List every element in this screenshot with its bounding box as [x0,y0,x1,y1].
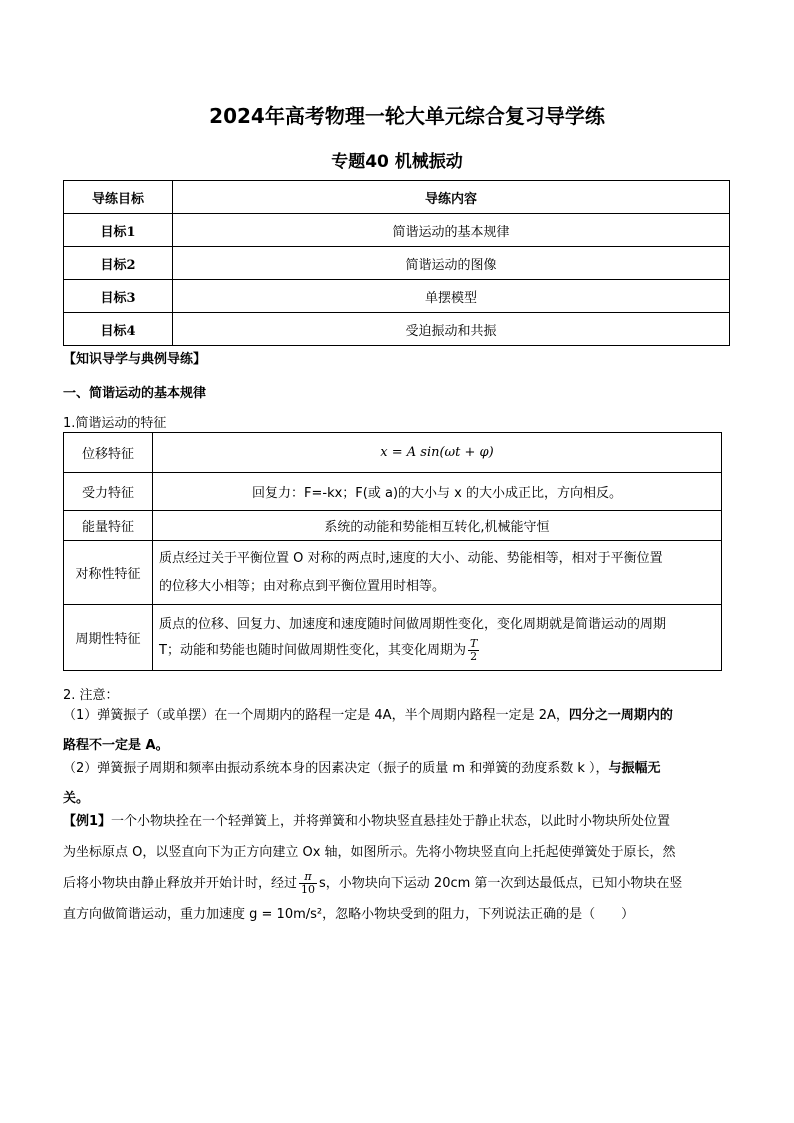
fraction-denominator: 2 [470,649,478,663]
goal-table-header-row [64,181,730,214]
table-row [64,473,722,511]
note-2-text: （2）弹簧振子周期和频率由振动系统本身的因素决定（振子的质量 m 和弹簧的劲度系数 k ）， [63,761,609,776]
symmetry-label: 对称性特征 [64,541,153,605]
document-title: 2024年高考物理一轮大单元综合复习导学练 [209,104,605,128]
period-line-2 [159,638,715,664]
goal-table [63,180,730,346]
period-text [153,605,722,671]
topic-subtitle: 专题40 机械振动 [331,152,463,172]
content-cell: 单摆模型 [173,280,730,313]
note-2 [63,754,729,814]
table-row [64,214,730,247]
period-fraction [468,638,479,663]
goal-cell: 目标2 [64,247,173,280]
table-row [64,280,730,313]
content-cell: 简谐运动的基本规律 [173,214,730,247]
example-line-1-text: 一个小物块拴在一个轻弹簧上，并将弹簧和小物块竖直悬挂处于静止状态，以此时小物块所处位置 [111,814,671,829]
symmetry-line-1: 质点经过关于平衡位置 O 对称的两点时,速度的大小、动能、势能相等，相对于平衡位置 [159,550,663,566]
note-1 [63,701,729,761]
period-label: 周期性特征 [64,605,153,671]
example-line-3-a: 后将小物块由静止释放并开始计时，经过 [63,876,298,891]
displacement-formula: x = A sin(ωt + φ) [153,433,722,473]
fraction-denominator: 10 [301,883,316,896]
period-line-2-text: T；动能和势能也随时间做周期性变化，其变化周期为 [159,642,466,658]
example-label: 【例1】 [63,814,112,829]
note-2-bold-a: 与振幅无 [608,761,661,776]
note-1-bold-b: 路程不一定是 A。 [63,738,169,753]
energy-label: 能量特征 [64,511,153,541]
notes-heading: 2. 注意： [63,688,119,703]
subsection-heading: 一、简谐运动的基本规律 [63,386,207,401]
content-header-cell: 导练内容 [173,181,730,214]
example-line-4: 直方向做简谐运动，重力加速度 g = 10m/s²，忽略小物块受到的阻力，下列说法正确的是（ ） [63,907,635,922]
force-label: 受力特征 [64,473,153,511]
note-1-bold-a: 四分之一周期内的 [568,708,673,723]
time-fraction [299,871,317,896]
table-row [64,605,722,671]
note-2-bold-b: 关。 [63,791,90,806]
fraction-numerator: T [469,636,478,650]
period-line-1: 质点的位移、回复力、加速度和速度随时间做周期性变化，变化周期就是简谐运动的周期 [159,616,667,632]
goal-cell: 目标4 [64,313,173,346]
goal-cell: 目标1 [64,214,173,247]
fraction-numerator: π [299,871,317,884]
table-row [64,433,722,473]
example-line-3-b: s，小物块向下运动 20cm 第一次到达最低点，已知小物块在竖 [319,876,683,891]
force-text: 回复力：F=-kx；F(或 a)的大小与 x 的大小成正比，方向相反。 [153,473,722,511]
table-row [64,511,722,541]
goal-cell: 目标3 [64,280,173,313]
feature-table [63,432,722,671]
energy-text: 系统的动能和势能相互转化,机械能守恒 [153,511,722,541]
content-cell: 受迫振动和共振 [173,313,730,346]
displacement-label: 位移特征 [64,433,153,473]
table-row [64,541,722,605]
example-1 [63,806,729,930]
goal-header-cell: 导练目标 [64,181,173,214]
example-line-3 [63,868,729,899]
content-cell: 简谐运动的图像 [173,247,730,280]
example-line-1 [63,806,729,837]
section-heading: 【知识导学与典例导练】 [63,352,207,367]
table-row [64,313,730,346]
example-line-2: 为坐标原点 O，以竖直向下为正方向建立 Ox 轴，如图所示。先将小物块竖直向上托起使弹簧处于原长，然 [63,845,676,860]
symmetry-text [153,541,722,605]
symmetry-line-2: 的位移大小相等；由对称点到平衡位置用时相等。 [159,578,446,594]
point-title: 1.简谐运动的特征 [63,416,167,431]
note-1-text: （1）弹簧振子（或单摆）在一个周期内的路程一定是 4A，半个周期内路程一定是 2A， [63,708,569,723]
table-row [64,247,730,280]
